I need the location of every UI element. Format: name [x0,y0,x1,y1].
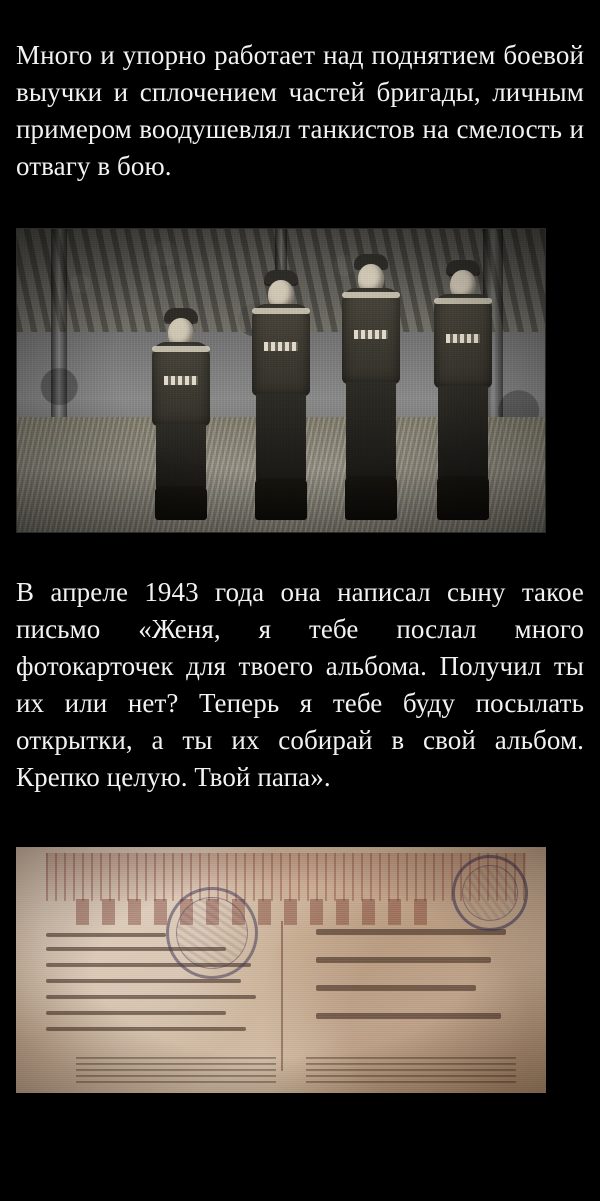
address-line-recipient [316,985,476,991]
epaulettes [252,308,310,314]
boots [155,486,207,520]
medal-row [264,342,298,351]
boots [345,476,397,520]
breeches [156,424,206,488]
postcard-center-divider [281,921,283,1071]
medal-row [164,376,198,385]
soldier-figure [329,254,413,526]
soldier-figure [239,270,323,526]
stamp-inner-ring [458,861,521,924]
boots [437,476,489,520]
tree-trunk [51,229,67,447]
paragraph-text: В апреле 1943 года она написал сыну такое письмо «Женя, я тебе послал много фотокарточек для твоего альбома. Получил ты их или нет? Теперь я тебе буду посылать открытки, а ты их собирай в свой альбом. Крепко целую. Твой папа». [16,577,584,792]
breeches [256,394,306,480]
medal-row [354,330,388,339]
group-photo-container [0,212,600,533]
epaulettes [152,346,210,352]
handwritten-line [46,995,256,999]
paragraph-text: Много и упорно работает над поднятием боевой выучки и сплочением частей бригады, личным примером воодушевлял танкистов на смелость и отвагу в бою. [16,40,584,181]
postcard-photo-container [0,823,600,1093]
medal-row [446,334,480,343]
handwritten-line [46,933,166,937]
article-page [0,27,600,1201]
handwritten-line [46,1011,226,1015]
breeches [438,386,488,478]
epaulettes [342,292,400,298]
printed-footnote-right [306,1057,516,1083]
breeches [346,382,396,478]
boots [255,478,307,520]
handwritten-line [46,979,241,983]
stamp-inner-ring [169,890,254,975]
handwritten-line [46,1027,246,1031]
address-line-street [316,957,491,963]
group-photo [16,228,546,533]
printed-footnote-left [76,1057,276,1083]
wartime-postcard-photo [16,847,546,1093]
soldier-figure [139,306,223,526]
address-line-name [316,1013,501,1019]
epaulettes [434,298,492,304]
soldier-figure [421,258,505,526]
address-line-to [316,929,506,935]
